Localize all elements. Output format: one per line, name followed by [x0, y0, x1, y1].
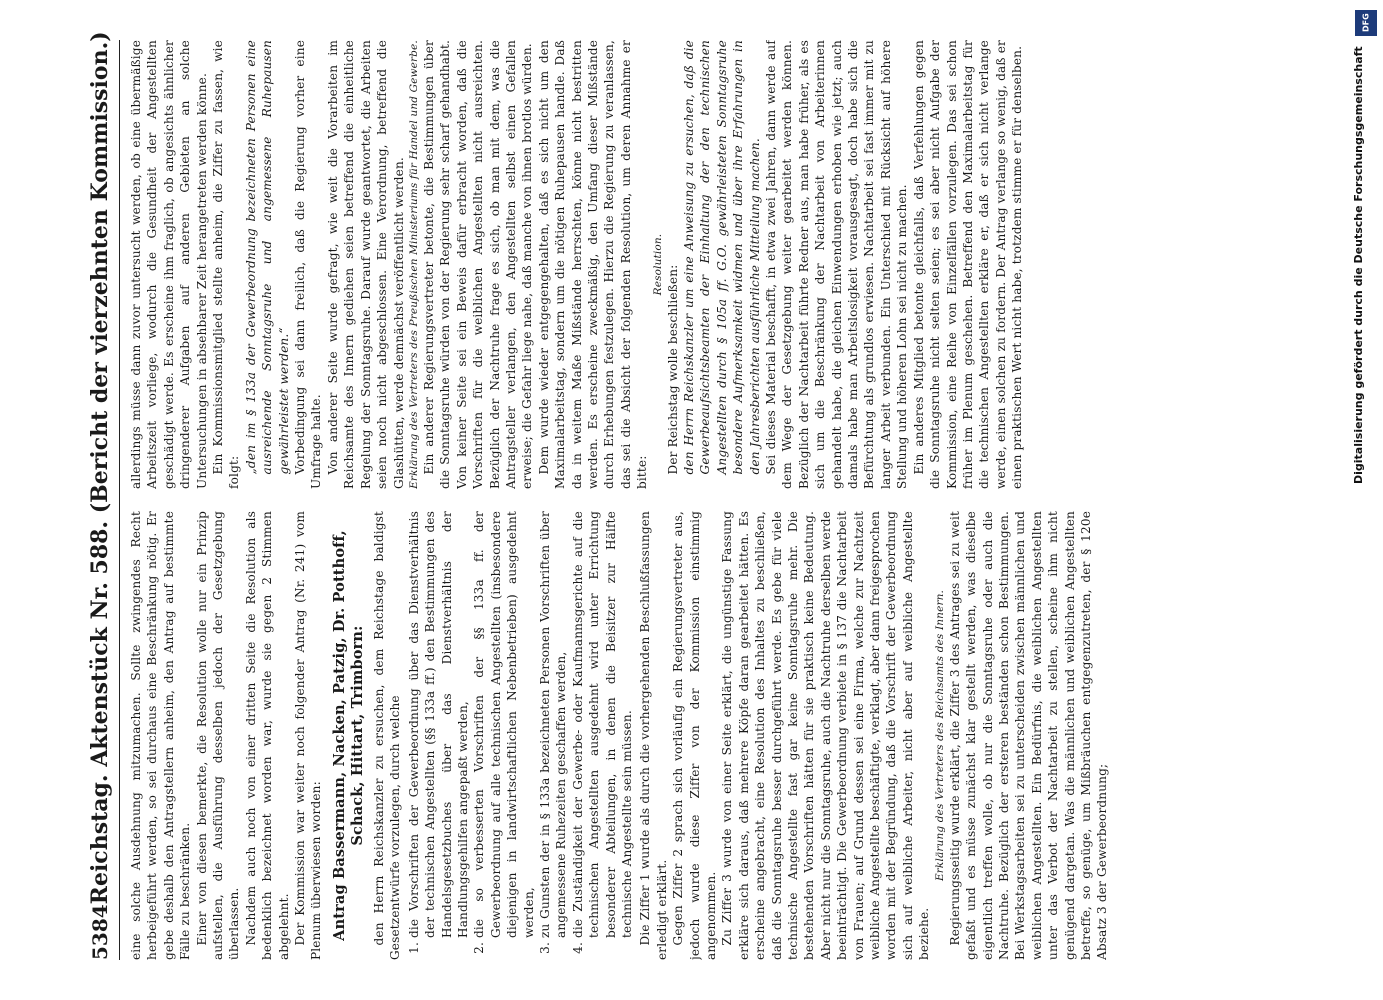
paragraph: Dem wurde wieder entgegengehalten, daß es sich nicht um den Maximalarbeitstag, sondern um die nötigen Ruhepausen handle. Daß da in weitem Maße Mißstände herrschten, könne nicht bestritten werden. Es erscheine zweckmäßig, den Umfang dieser Mißstände durch Erhebungen festzulegen. Hierzu die Regierung zu veranlassen, das sei die Absicht der folgenden Resolution, um deren Annahme er bitte: — [536, 40, 650, 489]
list-item: 2. die so verbesserten Vorschriften der §§ 133a ff. der Gewerbeordnung auf alle technischen Angestellten (insbesondere diejenigen in landwirtschaftlichen Nebenbetrieben) ausgedehnt werden, — [471, 511, 537, 938]
paragraph: Ein anderer Regierungsvertreter betonte, die Bestimmungen über die Sonntagsruhe würden von der Regierung sehr scharf gehandhabt. Von keiner Seite sei ein Beweis dafür erbracht worden, daß die Vorschriften für die weiblichen Angestellten nicht ausreichten. Bezüglich der Nachtruhe frage es sich, ob man mit dem, was die Antragsteller verlangen, den Angestellten selbst einen Gefallen erweise; die Gefahr liege nahe, daß manche von ihnen brotlos würden. — [421, 40, 535, 489]
digitization-footer — [1352, 6, 1382, 994]
quoted-proposal: „den im § 133a der Gewerbeordnung bezeichneten Personen eine ausreichende Sonntagsruhe und angemessene Ruhepausen gewährleistet werden.“ — [243, 40, 291, 475]
page-number: 5384 — [88, 904, 112, 960]
resolution-text: den Herrn Reichskanzler um eine Anweisung zu ersuchen, daß die Gewerbeaufsichtsbeamten der Einhaltung der den technischen Angestellten durch § 105a ff. G.O. gewährleisteten Sonntagsruhe besondere Aufmerksamkeit widmen und über ihre Erfahrungen in den Jahresberichten ausführliche Mitteilung machen. — [682, 40, 762, 475]
right-column — [128, 40, 1293, 489]
document-page — [65, 0, 1335, 1000]
paragraph: Gegen Ziffer 2 sprach sich vorläufig ein Regierungsvertreter aus, jedoch wurde diese Ziffer von der Kommission einstimmig angenommen. — [671, 511, 718, 960]
paragraph: Zu Ziffer 3 wurde von einer Seite erklärt, die ungünstige Fassung erkläre sich daraus, daß mehrere Köpfe daran gearbeitet hätten. Es erscheine angebracht, eine Resolution des Inhaltes zu beschließen, daß die Sonntagsruhe besser durchgeführt werde. Es gebe für viele technische Angestellte fast gar keine Sonntagsruhe mehr. Die bestehenden Vorschriften hätten für sie praktisch keine Bedeutung. Aber nicht nur die Sonntagsruhe, auch die Nachtruhe derselben werde beeinträchtigt. Die Gewerbeordnung verbiete in § 137 die Nachtarbeit von Frauen; auf Grund dessen sei eine Firma, welche zur Nachtzeit weibliche Angestellte beschäftigte, verklagt, aber dann freigesprochen worden mit der Begründung, daß die Vorschrift der Gewerbeordnung sich auf weibliche Arbeiter, nicht aber auf weibliche Angestellte beziehe. — [720, 511, 932, 960]
paragraph: Der Kommission war weiter noch folgender Antrag (Nr. 241) vom Plenum überwiesen worden: — [293, 511, 324, 960]
paragraph: eine solche Ausdehnung mitzumachen. Sollte zwingendes Recht herbeigeführt werden, so sei durchaus eine Beschränkung nötig. Er gebe deshalb den Antragstellern anheim, den Antrag auf bestimmte Fälle zu beschränken. — [129, 511, 193, 960]
paragraph: Nachdem auch noch von einer dritten Seite die Resolution als bedenklich bezeichnet worden war, wurde sie gegen 2 Stimmen abgelehnt. — [243, 511, 291, 960]
resolution-label: Resolution. — [651, 233, 664, 296]
antrag-list — [406, 511, 636, 960]
paragraph: Regierungsseitig wurde erklärt, die Ziffer 3 des Antrages sei zu weit gefaßt und es müsse zunächst klar gestellt werden, was dieselbe eigentlich treffen wolle, ob nur die Sonntagsruhe oder auch die Nachtruhe. Bezüglich der ersteren beständen schon Bestimmungen. Bei Werkstagsarbeiten sei zu unterscheiden zwischen männlichen und weiblichen Angestellten. Ein Bedürfnis, die weiblichen Angestellten unter das Verbot der Nachtarbeit zu stellen, scheine ihm nicht genügend dargetan. Was die männlichen und weiblichen Angestellten betreffe, so genüge, um Mißbräuchen entgegenzutreten, der § 120e Absatz 3 der Gewerbeordnung; — [947, 511, 1110, 960]
dfg-logo-icon: DFG — [1355, 10, 1377, 36]
paragraph: den Herrn Reichskanzler zu ersuchen, dem Reichstage baldigst Gesetzentwürfe vorzulegen, durch welche — [371, 511, 403, 960]
list-item: 1. die Vorschriften der Gewerbeordnung über das Dienstverhältnis der technischen Angestellten (§§ 133a ff.) den Bestimmungen des Handelsgesetzbuches über das Dienstverhältnis der Handlungsgehilfen angepaßt werden, — [406, 511, 472, 938]
paragraph: Von anderer Seite wurde gefragt, wie weit die Vorarbeiten im Reichsamte des Innern gediehen seien betreffend die einheitliche Regelung der Sonntagsruhe. Darauf wurde geantwortet, die Arbeiten seien noch nicht abgeschlossen. Eine Verordnung, betreffend die Glashütten, werde demnächst veröffentlicht werden. — [325, 40, 406, 489]
paragraph: Vorbedingung sei dann freilich, daß die Regierung vorher eine Umfrage halte. — [293, 40, 324, 489]
footer-text: Digitalisierung gefördert durch die Deutsche Forschungsgemeinschaft — [1352, 46, 1365, 484]
list-item: 3. zu Gunsten der in § 133a bezeichneten Personen Vorschriften über angemessene Ruhezeiten geschaffen werden, — [537, 511, 570, 938]
antrag-heading: Antrag Bassermann, Nacken, Patzig, Dr. Potthoff, Schack, Hittart, Trimborn: — [330, 530, 366, 941]
page-title: Reichstag. Aktenstück Nr. 588. (Bericht der vierzehnten Kommission.) — [87, 31, 113, 905]
section-label: Erklärung des Vertreters des Reichsamts des Innern. — [933, 589, 946, 882]
paragraph: Ein Kommissionsmitglied stellte anheim, die Ziffer zu fassen, wie folgt: — [211, 40, 242, 489]
section-label: Erklärung des Vertreters des Preußischen Ministeriums für Handel und Gewerbe. — [407, 40, 420, 489]
paragraph: Die Ziffer 1 wurde als durch die vorhergehenden Beschlußfassungen erledigt erklärt. — [638, 511, 669, 960]
list-item: 4. die Zuständigkeit der Gewerbe- oder Kaufmannsgerichte auf die technischen Angestellten ausgedehnt wird unter Errichtung besonderer Abteilungen, in denen die Beisitzer zur Hälfte technische Angestellte sein müssen. — [570, 511, 636, 938]
paragraph: Sei dieses Material beschafft, in etwa zwei Jahren, dann werde auf dem Wege der Gesetzgebung weiter gearbeitet werden können. Bezüglich der Nachtarbeit führte Redner aus, man habe früher, als es sich um die Beschränkung der Nachtarbeit von Arbeiterinnen gehandelt habe, die gleichen Einwendungen erhoben wie jetzt; auch damals habe man Arbeitslosigkeit vorausgesagt, doch habe sich die Befürchtung als grundlos erwiesen. Nachtarbeit sei fast immer mit zu langer Arbeit verbunden. Ein Unterschied mit Rücksicht auf höhere Stellung und höheren Lohn sei nicht zu machen. — [764, 40, 910, 489]
paragraph: Einer von diesen bemerkte, die Resolution wolle nur ein Prinzip aufstellen, die Ausführung desselben jedoch der Gesetzgebung überlassen. — [194, 511, 242, 960]
paragraph: allerdings müsse dann zuvor untersucht werden, ob eine übermäßige Arbeitszeit vorliege, wodurch die Gesundheit der Angestellten geschädigt werde. Es erscheine ihm fraglich, ob angesichts ähnlicher dringenderer Aufgaben auf anderen Gebieten an solche Untersuchungen in absehbarer Zeit herangetreten werden könne. — [129, 40, 209, 489]
page-header — [87, 31, 120, 960]
left-column — [128, 511, 1293, 960]
paragraph: Der Reichstag wolle beschließen: — [665, 264, 680, 475]
paragraph: Ein anderes Mitglied betonte gleichfalls, daß Verfehlungen gegen die Sonntagsruhe nicht selten seien; es sei aber nicht Aufgabe der Kommission, eine Reihe von Einzelfällen vorzulegen. Das sei schon früher im Plenum geschehen. Betreffend den Maximalarbeitstag für die technischen Angestellten erkläre er, daß er sich nicht verlange werde, einen solchen zu fordern. Der Antrag verlange so wenig, daß er einen praktischen Wert nicht habe, trotzdem stimme er für denselben. — [911, 40, 1025, 489]
